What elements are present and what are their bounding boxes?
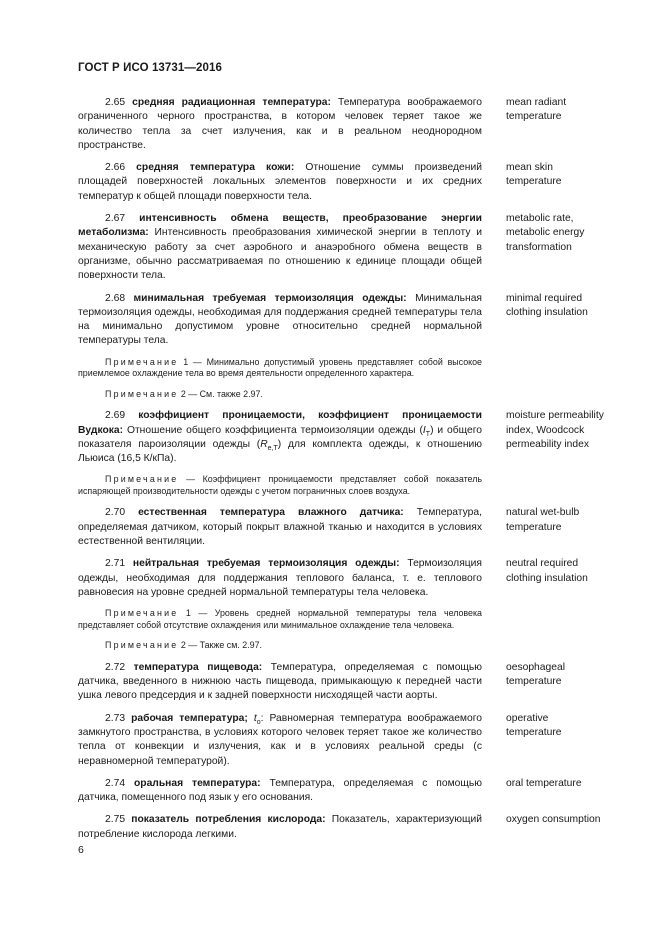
- term-entry-2-68: [78, 292, 618, 349]
- term-definition: : Равномерная температура воображаемого замкнутого пространства, в условиях которого человек теряет такое же количество тепла от конвекции и излучения, как и в условиях реальной среды (с неравномерной температурой).: [78, 712, 482, 767]
- term-en: minimal required clothing insulation: [506, 292, 588, 318]
- term-definition: Температура воображаемого ограниченного черного пространства, в котором человек теряет такое же количество тепла за счет излучения, как и в реальном неоднородном пространстве.: [78, 97, 482, 151]
- term-ru: [78, 506, 482, 549]
- term-en: metabolic rate, metabolic energy transformation: [506, 213, 585, 253]
- term-number: 2.71: [105, 558, 126, 570]
- note-2-68-1: Примечание 1 — Минимально допустимый уровень представляет собой высокое приемлемое охлаждение тела во время деятельности определенного характера.: [78, 356, 482, 379]
- term-number: 2.65: [105, 97, 126, 108]
- term-entry-2-65: [78, 96, 618, 153]
- term-name: интенсивность обмена веществ, преобразование энергии метаболизма:: [78, 213, 482, 239]
- term-entry-2-66: [78, 161, 618, 204]
- term-ru: [78, 661, 482, 704]
- term-entry-2-74: [78, 777, 618, 806]
- term-ru: [78, 813, 482, 842]
- term-ru: 2.73 рабочая температура; $t_o$: Равномерная температура воображаемого замкнутого пространства, в условиях которого человек теряет такое же количество тепла от конвекции и излучения, как и в условиях реальной среды (с неравномерной температурой).: [78, 712, 482, 767]
- term-en: oesophageal temperature: [506, 661, 565, 688]
- term-definition: Термоизоляция одежды, необходимая для поддержания теплового баланса, т. е. теплового равновесия на уровне средней нормальной температуры тела человека.: [78, 558, 482, 598]
- term-en: mean skin temperature: [506, 162, 562, 188]
- term-definition: Отношение общего коэффициента термоизоляции одежды $(I_T)$ и общего показателя пароизоляции одежды $(R_{e,T})$ для комплекта одежды, к отношению Льюиса (16,5 К/кПа).: [78, 424, 482, 465]
- term-ru: [78, 777, 482, 806]
- term-en: moisture permeability index, Woodcock permeability index: [506, 410, 604, 450]
- term-definition: Минимальная термоизоляция одежды, необходимая для поддержания средней температуры тела на минимально допустимом уровне относительно средней нормальной температуры тела.: [78, 292, 482, 347]
- term-number: 2.74: [105, 777, 126, 789]
- term-name: показатель потребления кислорода:: [131, 814, 326, 826]
- term-entry-2-70: [78, 506, 618, 549]
- term-ru: [78, 409, 482, 466]
- term-name: температура пищевода:: [133, 661, 263, 673]
- term-number: 2.70: [105, 507, 126, 519]
- term-entry-2-69: [78, 409, 618, 466]
- term-name: оральная температура:: [133, 777, 261, 789]
- page-number: 6: [78, 844, 84, 856]
- term-name: естественная температура влажного датчика:: [138, 507, 404, 519]
- term-number: 2.67: [105, 213, 126, 225]
- term-ru: [78, 96, 482, 153]
- note-2-71-2: Примечание 2 — Также см. 2.97.: [105, 640, 262, 651]
- term-number: 2.73: [105, 712, 126, 724]
- term-ru: [78, 161, 482, 204]
- term-en: oxygen consumption: [506, 814, 601, 826]
- note-2-68-2: Примечание 2 — См. также 2.97.: [105, 388, 263, 399]
- term-ru: [78, 292, 482, 349]
- term-entry-2-71: [78, 557, 618, 600]
- term-definition: Температура, определяемая с помощью датчика, помещенного под язык у его основания.: [78, 777, 482, 804]
- term-number: 2.72: [105, 661, 126, 673]
- term-entry-2-75: [78, 813, 618, 842]
- term-en: oral temperature: [506, 777, 582, 789]
- note-2-69: Примечание — Коэффициент проницаемости представляет собой показатель испаряющей производительности одежды с учетом пограничных слоев воздуха.: [78, 474, 482, 496]
- term-entry-2-72: [78, 661, 618, 704]
- term-en: natural wet-bulb temperature: [506, 507, 580, 533]
- term-definition: Отношение суммы произведений площадей поверхностей локальных элементов поверхности и их средних температур к общей площади поверхности тела.: [78, 162, 482, 202]
- term-number: 2.66: [105, 162, 126, 174]
- note-2-71-1: Примечание 1 — Уровень средней нормальной температуры тела человека представляет собой отсутствие охлаждения или минимальное охлаждение тела человека.: [78, 608, 482, 630]
- term-entry-2-67: [78, 212, 618, 283]
- term-number: 2.68: [105, 292, 126, 304]
- term-name: нейтральная требуемая термоизоляция одежды:: [132, 558, 400, 570]
- term-definition: Температура, определяемая с помощью датчика, введенного в нижнюю часть пищевода, примыкающую к передней части ушка левого предсердия и к задней поверхности нисходящей части аорты.: [78, 661, 482, 702]
- term-name: средняя радиационная температура:: [132, 97, 331, 108]
- term-name: минимальная требуемая термоизоляция одежды:: [133, 292, 407, 304]
- term-ru: [78, 212, 482, 283]
- term-en: operative temperature: [506, 712, 562, 738]
- document-header: ГОСТ Р ИСО 13731—2016: [78, 62, 223, 74]
- term-number: 2.75: [105, 814, 126, 826]
- term-definition: Интенсивность преобразования химической энергии в теплоту и механическую работу за счет аэробного и анаэробного обмена веществ в организме, обычно рассматриваемая по отношению к единице площади общей поверхности тела.: [78, 227, 482, 282]
- terms-section: [78, 96, 618, 850]
- term-name: средняя температура кожи:: [136, 162, 295, 174]
- term-number: 2.69: [105, 410, 126, 422]
- term-entry-2-73: [78, 712, 618, 769]
- term-name: рабочая температура;: [131, 712, 248, 724]
- term-definition: Температура, определяемая датчиком, который покрыт влажной тканью и находится в условиях естественной вентиляции.: [78, 507, 482, 548]
- term-definition: Показатель, характеризующий потребление кислорода легкими.: [78, 814, 482, 840]
- term-name: коэффициент проницаемости, коэффициент проницаемости Вудкока:: [78, 410, 482, 436]
- term-symbol: t: [253, 712, 257, 724]
- term-en: neutral required clothing insulation: [506, 558, 588, 584]
- term-en: mean radiant temperature: [506, 97, 567, 123]
- term-ru: [78, 557, 482, 600]
